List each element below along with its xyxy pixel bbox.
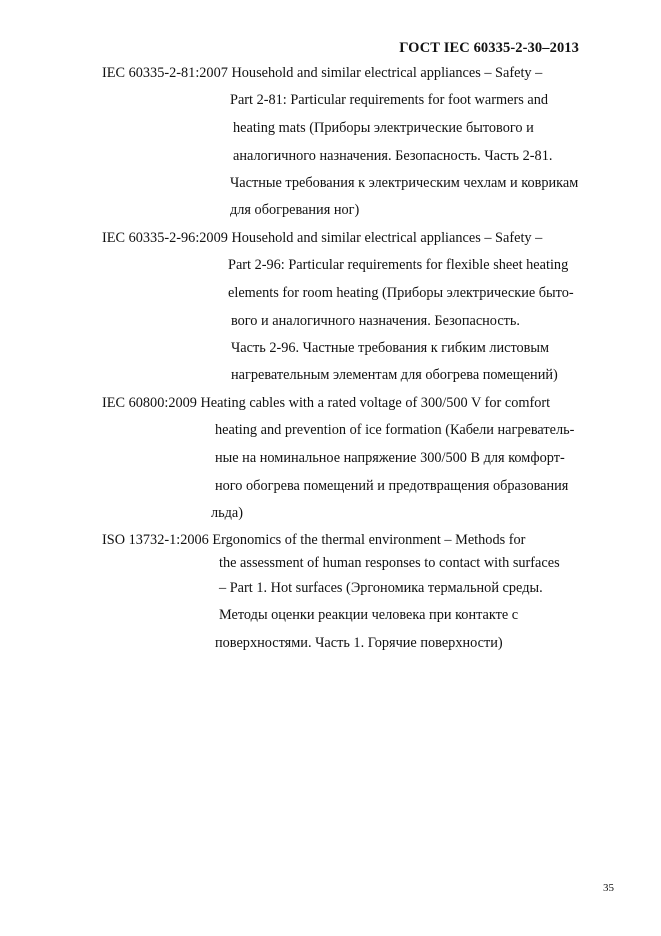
reference-line: elements for room heating (Приборы электрические быто- [228, 285, 574, 301]
reference-line: ные на номинальное напряжение 300/500 В для комфорт- [215, 450, 565, 466]
reference-line: ного обогрева помещений и предотвращения образования [215, 478, 569, 494]
reference-line: ISO 13732-1:2006 Ergonomics of the thermal environment – Methods for [102, 532, 526, 548]
reference-line: льда) [211, 505, 244, 521]
reference-line: аналогичного назначения. Безопасность. Часть 2-81. [233, 148, 553, 164]
reference-line: Методы оценки реакции человека при контакте с [219, 607, 519, 623]
reference-line: heating mats (Приборы электрические бытового и [233, 120, 534, 136]
reference-line: heating and prevention of ice formation (Кабели нагреватель- [215, 422, 575, 438]
reference-line: IEC 60335-2-96:2009 Household and similar electrical appliances – Safety – [102, 230, 543, 246]
document-header: ГОСТ IEC 60335-2-30–2013 [399, 40, 579, 56]
reference-line: IEC 60335-2-81:2007 Household and similar electrical appliances – Safety – [102, 65, 543, 81]
reference-line: the assessment of human responses to contact with surfaces [219, 555, 560, 571]
reference-line: нагревательным элементам для обогрева помещений) [231, 367, 558, 383]
reference-line: – Part 1. Hot surfaces (Эргономика термальной среды. [219, 580, 543, 596]
reference-line: IEC 60800:2009 Heating cables with a rated voltage of 300/500 V for comfort [102, 395, 551, 411]
reference-line: Part 2-81: Particular requirements for foot warmers and [230, 92, 549, 108]
reference-line: для обогревания ног) [230, 202, 360, 218]
reference-line: вого и аналогичного назначения. Безопасность. [231, 313, 521, 329]
reference-line: Частные требования к электрическим чехлам и коврикам [230, 175, 579, 191]
reference-line: Часть 2-96. Частные требования к гибким листовым [231, 340, 550, 356]
reference-line: Part 2-96: Particular requirements for flexible sheet heating [228, 257, 569, 273]
reference-line: поверхностями. Часть 1. Горячие поверхности) [215, 635, 503, 651]
page-number: 35 [603, 882, 614, 894]
